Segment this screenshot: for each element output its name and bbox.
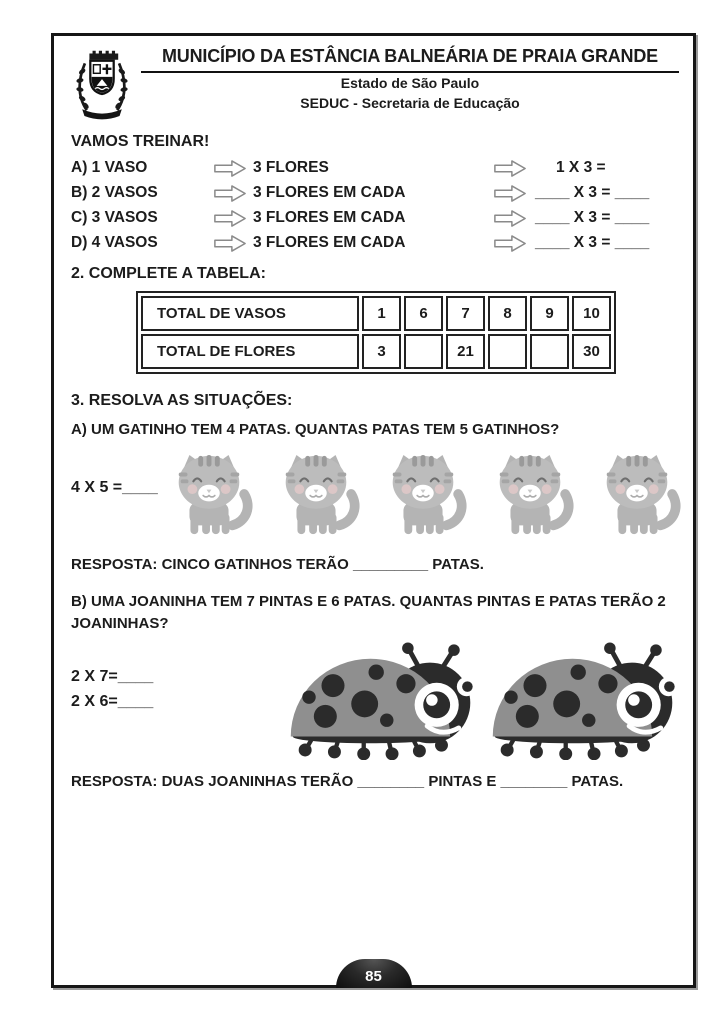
question-b: B) UMA JOANINHA TEM 7 PINTAS E 6 PATAS. QUANTAS PINTAS E PATAS TERÃO 2 JOANINHAS? [71, 593, 666, 632]
table-cell [530, 334, 569, 369]
cats-illustration-row [71, 453, 679, 539]
answer-a: RESPOSTA: CINCO GATINHOS TERÃO _________ PATAS. [71, 556, 484, 573]
table-row-label: TOTAL DE VASOS [141, 296, 359, 331]
municipal-coat-of-arms-logo [75, 46, 129, 124]
right-arrow-icon [493, 209, 527, 228]
train-exercise [71, 157, 679, 257]
table-cell [404, 334, 443, 369]
right-arrow-icon [213, 184, 247, 203]
table-cell: 30 [572, 334, 611, 369]
table-row [141, 296, 611, 331]
cats-group [158, 453, 688, 539]
train-row-label: C) 3 VASOS [71, 209, 158, 226]
right-arrow-icon [493, 234, 527, 253]
right-arrow-icon [493, 184, 527, 203]
answer-b: RESPOSTA: DUAS JOANINHAS TERÃO ________ PINTAS E ________ PATAS. [71, 773, 624, 790]
table-cell: 9 [530, 296, 569, 331]
table-heading: 2. COMPLETE A TABELA: [71, 265, 266, 282]
equation-a: 4 X 5 =____ [71, 479, 158, 496]
flowers-table [136, 291, 616, 374]
ladybugs-illustration-row [71, 642, 679, 760]
header-subtitle-state: Estado de São Paulo [340, 75, 480, 91]
train-row [71, 232, 679, 257]
page-frame [51, 33, 696, 988]
page-number-badge [336, 959, 412, 988]
page-number: 85 [365, 968, 382, 985]
question-a: A) UM GATINHO TEM 4 PATAS. QUANTAS PATAS TEM 5 GATINHOS? [71, 421, 560, 438]
table-cell: 21 [446, 334, 485, 369]
ladybug-illustration [487, 642, 679, 760]
train-row-middle: 3 FLORES EM CADA [253, 209, 406, 226]
right-arrow-icon [213, 209, 247, 228]
equation-b1: 2 X 7=____ [71, 668, 154, 685]
train-row-equation: 1 X 3 = [556, 159, 606, 176]
cat-illustration [586, 453, 688, 539]
train-row [71, 207, 679, 232]
table-cell [488, 334, 527, 369]
table-cell: 3 [362, 334, 401, 369]
right-arrow-icon [213, 159, 247, 178]
train-row-equation: ____ X 3 = ____ [535, 234, 650, 251]
cat-illustration [479, 453, 581, 539]
page-title: MUNICÍPIO DA ESTÂNCIA BALNEÁRIA DE PRAIA GRANDE [141, 46, 679, 73]
right-arrow-icon [213, 234, 247, 253]
situations-heading: 3. RESOLVA AS SITUAÇÕES: [71, 392, 293, 409]
table-cell: 10 [572, 296, 611, 331]
cat-illustration [265, 453, 367, 539]
header-text-block [141, 46, 679, 124]
train-row [71, 182, 679, 207]
train-row-equation: ____ X 3 = ____ [535, 184, 650, 201]
table-cell: 1 [362, 296, 401, 331]
train-row-middle: 3 FLORES [253, 159, 329, 176]
train-row-label: A) 1 VASO [71, 159, 148, 176]
table-row [141, 334, 611, 369]
ladybug-illustration [285, 642, 477, 760]
train-row-label: D) 4 VASOS [71, 234, 158, 251]
train-row [71, 157, 679, 182]
table-cell: 6 [404, 296, 443, 331]
equations-b [71, 664, 153, 760]
cat-illustration [372, 453, 474, 539]
train-heading: VAMOS TREINAR! [71, 133, 210, 150]
header [71, 46, 679, 124]
train-row-label: B) 2 VASOS [71, 184, 158, 201]
train-row-equation: ____ X 3 = ____ [535, 209, 650, 226]
train-row-middle: 3 FLORES EM CADA [253, 184, 406, 201]
cat-illustration [158, 453, 260, 539]
header-subtitle-seduc: SEDUC - Secretaria de Educação [300, 95, 520, 111]
table-row-label: TOTAL DE FLORES [141, 334, 359, 369]
table-cell: 8 [488, 296, 527, 331]
equation-b2: 2 X 6=____ [71, 693, 154, 710]
ladybugs-group [285, 642, 679, 760]
table-cell: 7 [446, 296, 485, 331]
train-row-middle: 3 FLORES EM CADA [253, 234, 406, 251]
right-arrow-icon [493, 159, 527, 178]
